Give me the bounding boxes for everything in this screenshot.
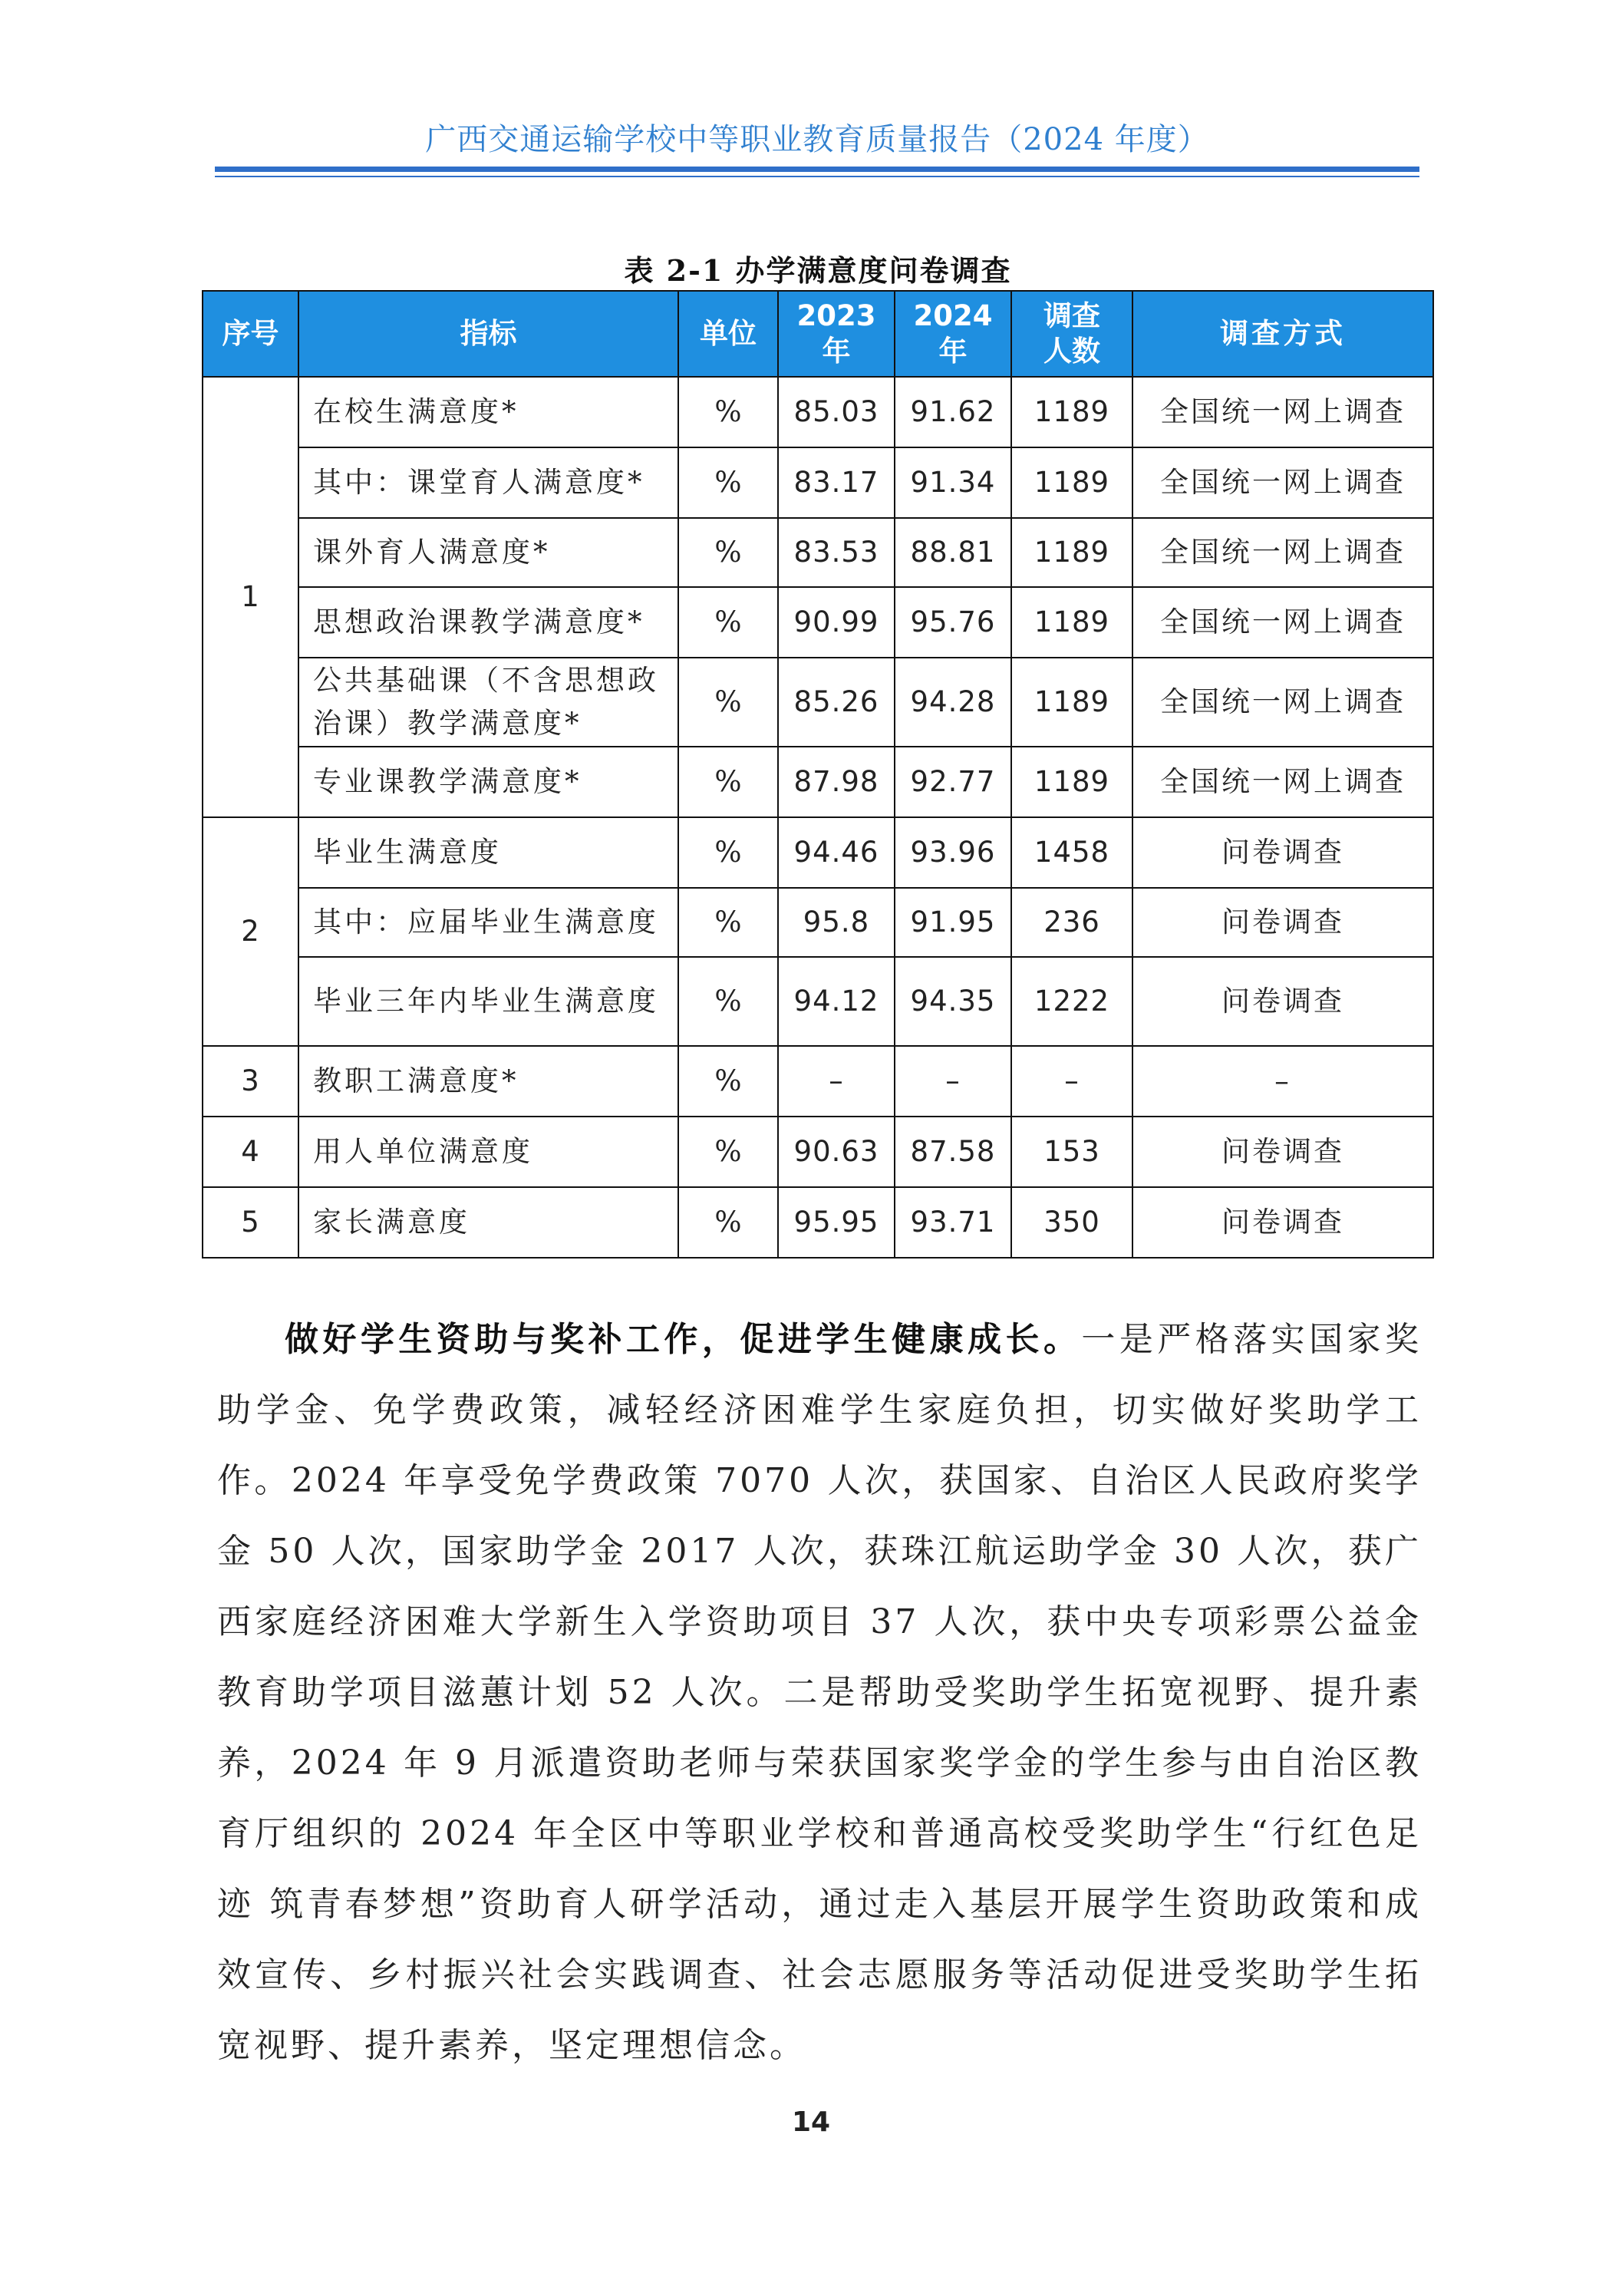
cell-seq: 2 — [203, 817, 298, 1046]
cell-2024: – — [895, 1046, 1011, 1117]
cell-2024: 95.76 — [895, 587, 1011, 658]
table-row — [203, 1117, 1433, 1187]
cell-method: 全国统一网上调查 — [1132, 518, 1433, 587]
cell-indicator: 其中：应届毕业生满意度 — [298, 888, 678, 957]
table-row — [203, 1187, 1433, 1258]
table-row — [203, 1046, 1433, 1117]
cell-unit: % — [678, 888, 778, 957]
table-caption: 表 2-1 办学满意度问卷调查 — [624, 253, 1012, 288]
cell-2023: 94.46 — [778, 817, 895, 888]
body-paragraph-block — [217, 1305, 1422, 2081]
cell-2023: 85.03 — [778, 377, 895, 447]
cell-2023: 83.53 — [778, 518, 895, 587]
cell-unit: % — [678, 957, 778, 1046]
cell-2023: 85.26 — [778, 658, 895, 747]
paragraph-text: 一是严格落实国家奖助学金、免学费政策，减轻经济困难学生家庭负担，切实做好奖助学工作。2024 年享受免学费政策 7070 人次，获国家、自治区人民政府奖学金 50 人次，国家助学金 2017 人次，获珠江航运助学金 30 人次，获广西家庭经济困难大学新生入学资助项目 37 人次，获中央专项彩票公益金教育助学项目滋蕙计划 52 人次。二是帮助受奖助学生拓宽视野、提升素养，2024 年 9 月派遣资助老师与荣获国家奖学金的学生参与由自治区教育厅组织的 2024 年全区中等职业学校和普通高校受奖助学生“行红色足迹 筑青春梦想”资助育人研学活动，通过走入基层开展学生资助政策和成效宣传、乡村振兴社会实践调查、社会志愿服务等活动促进受奖助学生拓宽视野、提升素养，坚定理想信念。 — [217, 1320, 1423, 2065]
header-rule-thin — [215, 176, 1419, 177]
cell-count: 1458 — [1011, 817, 1132, 888]
cell-unit: % — [678, 377, 778, 447]
cell-count: 1189 — [1011, 377, 1132, 447]
paragraph-lead: 做好学生资助与奖补工作，促进学生健康成长。 — [285, 1320, 1082, 1359]
cell-indicator: 专业课教学满意度* — [298, 747, 678, 817]
col-header-seq: 序号 — [203, 291, 298, 377]
cell-seq: 1 — [203, 377, 298, 817]
table-header-row — [203, 291, 1433, 377]
cell-indicator: 公共基础课（不含思想政治课）教学满意度* — [298, 658, 678, 747]
cell-indicator: 毕业三年内毕业生满意度 — [298, 957, 678, 1046]
cell-method: 问卷调查 — [1132, 957, 1433, 1046]
cell-2023: – — [778, 1046, 895, 1117]
cell-2023: 94.12 — [778, 957, 895, 1046]
cell-indicator: 思想政治课教学满意度* — [298, 587, 678, 658]
cell-count: 236 — [1011, 888, 1132, 957]
cell-seq: 5 — [203, 1187, 298, 1258]
table-row — [203, 447, 1433, 518]
cell-count: 1189 — [1011, 447, 1132, 518]
cell-unit: % — [678, 518, 778, 587]
cell-count: 1189 — [1011, 747, 1132, 817]
cell-method: 全国统一网上调查 — [1132, 658, 1433, 747]
cell-count: 1189 — [1011, 518, 1132, 587]
cell-indicator: 课外育人满意度* — [298, 518, 678, 587]
table-row — [203, 518, 1433, 587]
cell-2024: 88.81 — [895, 518, 1011, 587]
cell-2024: 92.77 — [895, 747, 1011, 817]
cell-indicator: 毕业生满意度 — [298, 817, 678, 888]
header-rule-thick — [215, 167, 1419, 172]
body-paragraph — [217, 1305, 1422, 2081]
cell-2024: 91.62 — [895, 377, 1011, 447]
col-header-unit: 单位 — [678, 291, 778, 377]
cell-2023: 95.95 — [778, 1187, 895, 1258]
cell-2023: 95.8 — [778, 888, 895, 957]
cell-method: 全国统一网上调查 — [1132, 747, 1433, 817]
cell-count: 1222 — [1011, 957, 1132, 1046]
col-header-2024: 2024 年 — [895, 291, 1011, 377]
cell-count: 350 — [1011, 1187, 1132, 1258]
table-row — [203, 817, 1433, 888]
cell-method: – — [1132, 1046, 1433, 1117]
table-row — [203, 747, 1433, 817]
cell-unit: % — [678, 1046, 778, 1117]
cell-unit: % — [678, 747, 778, 817]
cell-indicator: 其中：课堂育人满意度* — [298, 447, 678, 518]
table-row — [203, 377, 1433, 447]
col-header-method: 调查方式 — [1132, 291, 1433, 377]
cell-2023: 90.63 — [778, 1117, 895, 1187]
col-header-2023: 2023 年 — [778, 291, 895, 377]
cell-method: 问卷调查 — [1132, 888, 1433, 957]
cell-count: 1189 — [1011, 658, 1132, 747]
cell-2024: 94.35 — [895, 957, 1011, 1046]
cell-unit: % — [678, 1117, 778, 1187]
cell-2024: 91.95 — [895, 888, 1011, 957]
cell-unit: % — [678, 1187, 778, 1258]
cell-indicator: 用人单位满意度 — [298, 1117, 678, 1187]
cell-2023: 90.99 — [778, 587, 895, 658]
col-header-count: 调查人数 — [1011, 291, 1132, 377]
cell-unit: % — [678, 447, 778, 518]
cell-2024: 91.34 — [895, 447, 1011, 518]
cell-count: 1189 — [1011, 587, 1132, 658]
table-row — [203, 587, 1433, 658]
cell-count: 153 — [1011, 1117, 1132, 1187]
cell-method: 全国统一网上调查 — [1132, 587, 1433, 658]
cell-indicator: 在校生满意度* — [298, 377, 678, 447]
cell-unit: % — [678, 817, 778, 888]
cell-unit: % — [678, 587, 778, 658]
cell-2024: 87.58 — [895, 1117, 1011, 1187]
cell-2023: 83.17 — [778, 447, 895, 518]
table-row — [203, 957, 1433, 1046]
cell-method: 全国统一网上调查 — [1132, 377, 1433, 447]
cell-seq: 4 — [203, 1117, 298, 1187]
cell-unit: % — [678, 658, 778, 747]
cell-method: 全国统一网上调查 — [1132, 447, 1433, 518]
cell-method: 问卷调查 — [1132, 1187, 1433, 1258]
cell-method: 问卷调查 — [1132, 1117, 1433, 1187]
cell-indicator: 教职工满意度* — [298, 1046, 678, 1117]
cell-2024: 93.96 — [895, 817, 1011, 888]
satisfaction-table — [202, 290, 1434, 1259]
table-row — [203, 888, 1433, 957]
table-row — [203, 658, 1433, 747]
cell-2024: 94.28 — [895, 658, 1011, 747]
cell-count: – — [1011, 1046, 1132, 1117]
col-header-indicator: 指标 — [298, 291, 678, 377]
cell-seq: 3 — [203, 1046, 298, 1117]
cell-2024: 93.71 — [895, 1187, 1011, 1258]
cell-method: 问卷调查 — [1132, 817, 1433, 888]
cell-2023: 87.98 — [778, 747, 895, 817]
cell-indicator: 家长满意度 — [298, 1187, 678, 1258]
page-number: 14 — [791, 2106, 831, 2138]
report-header: 广西交通运输学校中等职业教育质量报告（2024 年度） — [425, 122, 1209, 157]
